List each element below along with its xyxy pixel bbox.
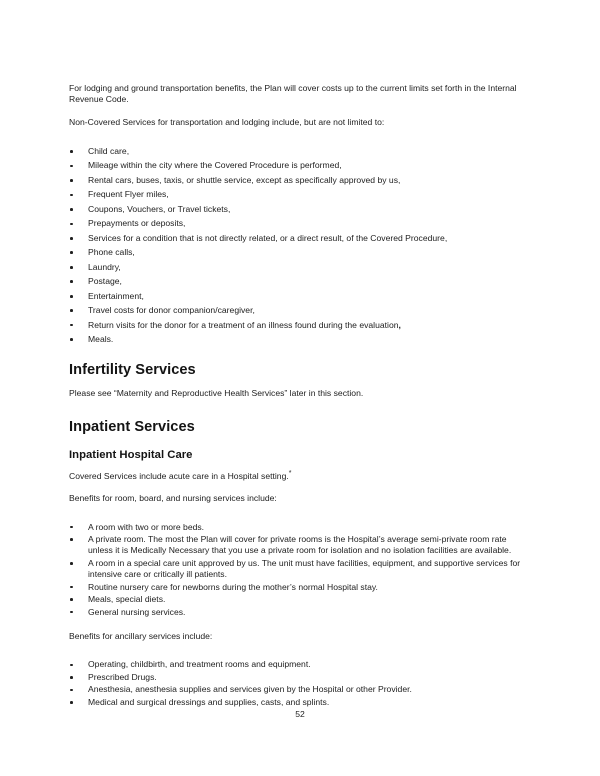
page-number-footer: 52 (295, 709, 305, 719)
list-item-text: Child care, (88, 145, 130, 156)
list-item (69, 218, 530, 229)
list-item (69, 247, 530, 258)
list-item (69, 672, 530, 683)
list-item (69, 233, 530, 244)
bullet-dot-icon (70, 664, 73, 667)
list-item (69, 262, 530, 273)
list-item (69, 160, 530, 171)
list-item (69, 175, 530, 186)
section-heading-infertility-services: Infertility Services (69, 361, 196, 378)
room-board-services-list (69, 522, 530, 618)
bullet-dot-icon (70, 251, 73, 254)
list-item-text: Anesthesia, anesthesia supplies and services given by the Hospital or other Provider. (88, 684, 412, 695)
list-item-text: A room in a special care unit approved by us. The unit must have facilities, equipment, and supportive services for intensive care or critically ill patients. (88, 557, 521, 580)
bullet-dot-icon (70, 223, 73, 226)
list-item (69, 189, 530, 200)
list-item (69, 697, 530, 708)
bullet-dot-icon (70, 526, 73, 529)
list-item (69, 582, 530, 593)
subsection-heading-inpatient-hospital-care: Inpatient Hospital Care (69, 448, 193, 461)
bullet-dot-icon (70, 237, 73, 240)
bullet-dot-icon (70, 598, 73, 601)
list-item-text: Operating, childbirth, and treatment rooms and equipment. (88, 659, 311, 670)
list-item-text: Services for a condition that is not directly related, or a direct result, of the Covered Procedure, (88, 232, 448, 243)
bullet-dot-icon (70, 150, 73, 153)
section-heading-inpatient-services: Inpatient Services (69, 418, 195, 435)
covered-services-paragraph (69, 471, 530, 482)
list-item (69, 607, 530, 618)
bullet-dot-icon (70, 701, 73, 704)
room-board-lead-in: Benefits for room, board, and nursing services include: (69, 493, 277, 504)
bullet-dot-icon (70, 266, 73, 269)
footnote-asterisk-marker: * (288, 470, 292, 478)
list-item-text: Phone calls, (88, 247, 135, 258)
ancillary-lead-in: Benefits for ancillary services include: (69, 631, 213, 642)
list-item-text: Routine nursery care for newborns during the mother’s normal Hospital stay. (88, 581, 378, 592)
list-item-text: Travel costs for donor companion/caregiver, (88, 305, 255, 316)
noncovered-services-list (69, 146, 530, 346)
list-item (69, 146, 530, 157)
bullet-dot-icon (70, 611, 73, 614)
list-item-trailing-comma: , (398, 319, 401, 330)
list-item (69, 320, 530, 331)
bullet-dot-icon (70, 538, 73, 541)
list-item (69, 659, 530, 670)
list-item (69, 204, 530, 215)
bullet-dot-icon (70, 324, 73, 327)
list-item (69, 558, 530, 581)
bullet-dot-icon (70, 165, 73, 168)
bullet-dot-icon (70, 562, 73, 565)
bullet-dot-icon (70, 309, 73, 312)
list-item (69, 305, 530, 316)
covered-services-text: Covered Services include acute care in a Hospital setting. (69, 470, 289, 481)
list-item-text (88, 320, 530, 331)
intro-paragraph: For lodging and ground transportation benefits, the Plan will cover costs up to the current limits set forth in the Internal Revenue Code. (69, 83, 517, 105)
list-item-text: Laundry, (88, 261, 121, 272)
list-item-text: Postage, (88, 276, 122, 287)
list-item (69, 522, 530, 533)
bullet-dot-icon (70, 689, 73, 692)
bullet-dot-icon (70, 208, 73, 211)
bullet-dot-icon (70, 179, 73, 182)
noncovered-lead-in: Non-Covered Services for transportation and lodging include, but are not limited to: (69, 116, 385, 127)
list-item-text: Medical and surgical dressings and supplies, casts, and splints. (88, 696, 330, 707)
list-item-text-main: Return visits for the donor for a treatment of an illness found during the evaluation (88, 319, 399, 330)
list-item (69, 594, 530, 605)
list-item-text: Meals. (88, 334, 114, 345)
list-item-text: Frequent Flyer miles, (88, 189, 169, 200)
list-item (69, 291, 530, 302)
page-content (69, 83, 530, 709)
infertility-paragraph: Please see “Maternity and Reproductive Health Services” later in this section. (69, 387, 364, 398)
list-item-text: Meals, special diets. (88, 594, 166, 605)
bullet-dot-icon (70, 586, 73, 589)
list-item-text: Prepayments or deposits, (88, 218, 186, 229)
bullet-dot-icon (70, 295, 73, 298)
list-item-text: Entertainment, (88, 290, 144, 301)
list-item (69, 534, 530, 557)
list-item-text: Coupons, Vouchers, or Travel tickets, (88, 203, 231, 214)
bullet-dot-icon (70, 194, 73, 197)
ancillary-services-list (69, 659, 530, 708)
list-item-text: Rental cars, buses, taxis, or shuttle service, except as specifically approved by us, (88, 174, 401, 185)
list-item-text: A room with two or more beds. (88, 521, 205, 532)
list-item-text: General nursing services. (88, 606, 186, 617)
list-item (69, 684, 530, 695)
list-item-text: A private room. The most the Plan will cover for private rooms is the Hospital’s average semi-private room rate unless it is Medically Necessary that you use a private room for isolation and no isolation facilities are available. (88, 534, 512, 556)
bullet-dot-icon (70, 338, 73, 341)
list-item-text: Mileage within the city where the Covered Procedure is performed, (88, 160, 342, 171)
list-item (69, 276, 530, 287)
list-item (69, 334, 530, 345)
list-item-text: Prescribed Drugs. (88, 671, 157, 682)
bullet-dot-icon (70, 280, 73, 283)
bullet-dot-icon (70, 676, 73, 679)
